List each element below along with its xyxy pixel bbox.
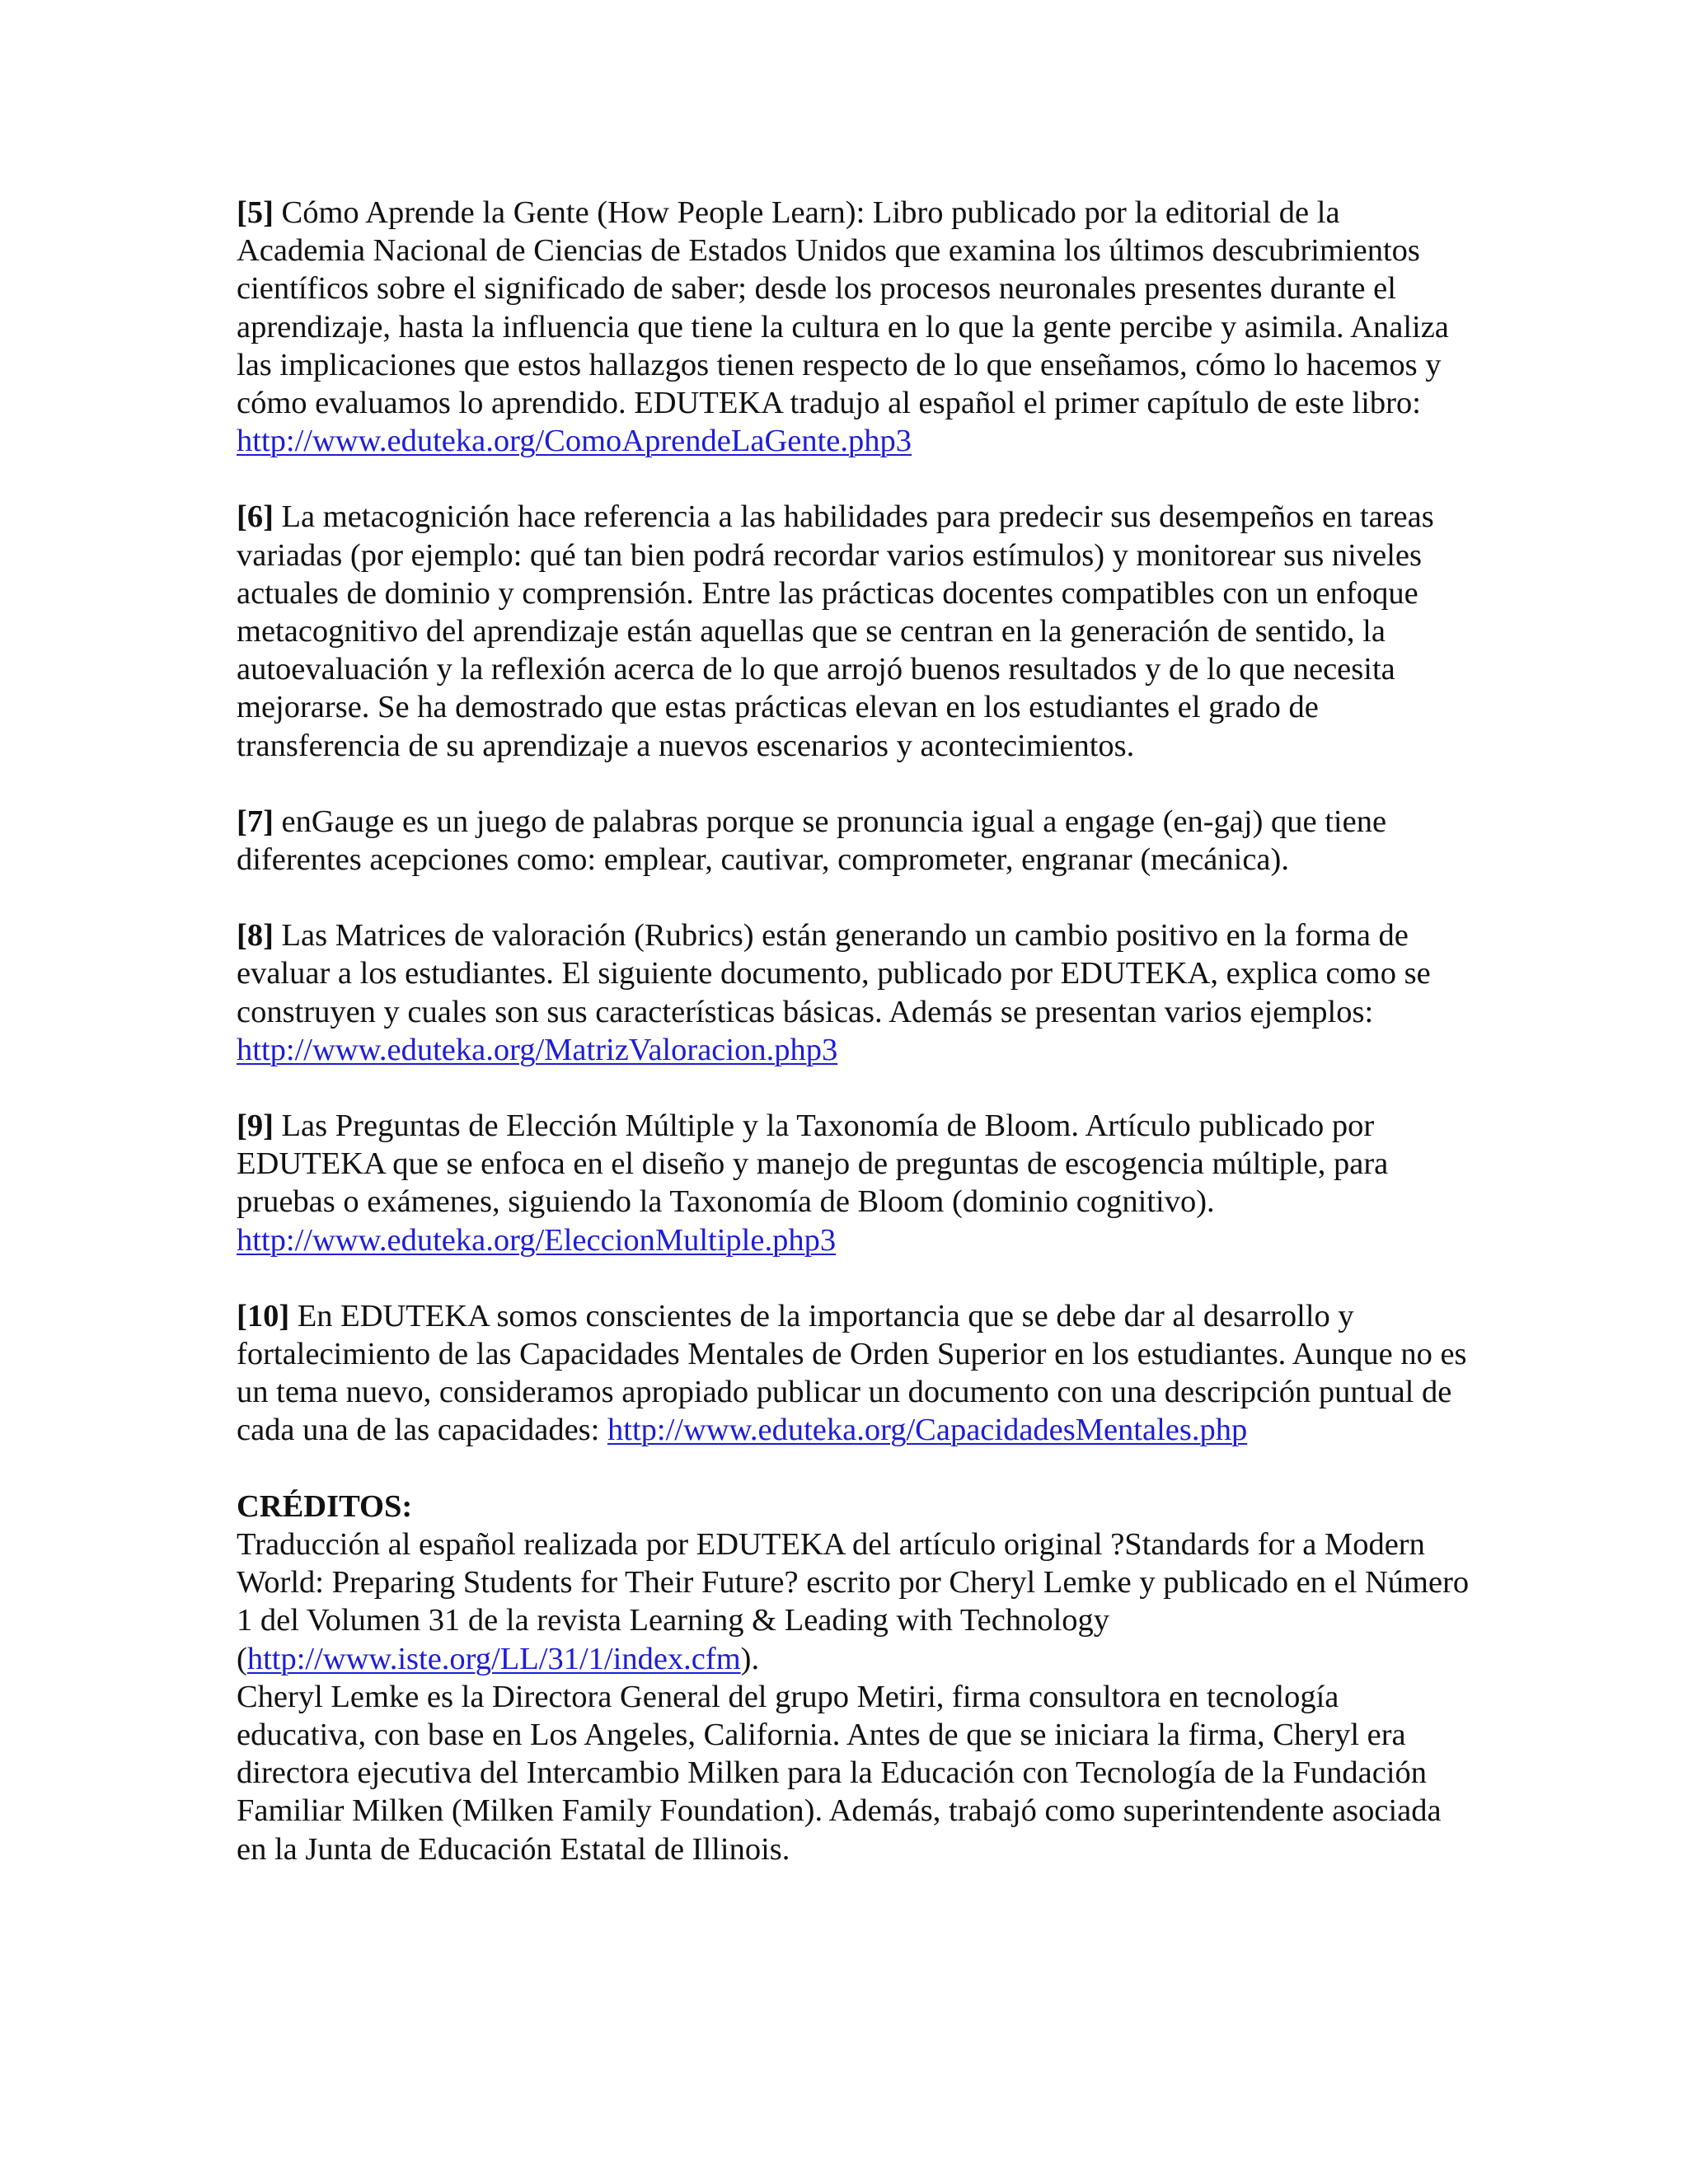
footnote-number: [6] (237, 499, 274, 535)
credits-heading: CRÉDITOS: (237, 1488, 413, 1524)
footnote-text: Las Matrices de valoración (Rubrics) están generando un cambio positivo en la forma de evaluar a los estudiantes. El siguiente documento, publicado por EDUTEKA, explica como se construyen y cuales son sus características básicas. Además se presentan varios ejemplos: (237, 918, 1431, 1029)
credits-paragraph-translation (237, 1526, 1473, 1678)
credits-text-end: ). (740, 1641, 760, 1676)
footnote-5 (237, 194, 1473, 460)
footnote-number: [5] (237, 195, 274, 230)
footnote-link[interactable]: http://www.eduteka.org/MatrizValoracion.php3 (237, 1032, 838, 1067)
footnote-text: La metacognición hace referencia a las habilidades para predecir sus desempeños en tareas variadas (por ejemplo: qué tan bien podrá recordar varios estímulos) y monitorear sus niveles actuales de dominio y comprensión. Entre las prácticas docentes compatibles con un enfoque metacognitivo del aprendizaje están aquellas que se centran en la generación de sentido, la autoevaluación y la reflexión acerca de lo que arrojó buenos resultados y de lo que necesita mejorarse. Se ha demostrado que estas prácticas elevan en los estudiantes el grado de transferencia de su aprendizaje a nuevos escenarios y acontecimientos. (237, 499, 1434, 763)
footnote-7 (237, 803, 1473, 879)
footnote-text: En EDUTEKA somos conscientes de la importancia que se debe dar al desarrollo y fortalecimiento de las Capacidades Mentales de Orden Superior en los estudiantes. Aunque no es un tema nuevo, consideramos apropiado publicar un documento con una descripción puntual de cada una de las capacidades: (237, 1298, 1467, 1448)
footnote-10 (237, 1297, 1473, 1450)
footnote-text: enGauge es un juego de palabras porque se pronuncia igual a engage (en-gaj) que tiene diferentes acepciones como: emplear, cautivar, comprometer, engranar (mecánica). (237, 804, 1387, 878)
footnote-number: [7] (237, 804, 274, 839)
credits-source-link[interactable]: http://www.iste.org/LL/31/1/index.cfm (246, 1641, 741, 1676)
footnote-number: [9] (237, 1108, 274, 1144)
footnote-number: [8] (237, 918, 274, 954)
credits-paragraph-author: Cheryl Lemke es la Directora General del grupo Metiri, firma consultora en tecnología educativa, con base en Los Angeles, California. Antes de que se iniciara la firma, Cheryl era directora ejecutiva del Intercambio Milken para la Educación con Tecnología de la Fundación Familiar Milken (Milken Family Foundation). Además, trabajó como superintendente asociada en la Junta de Educación Estatal de Illinois. (237, 1679, 1442, 1867)
footnote-number: [10] (237, 1298, 290, 1333)
footnote-link[interactable]: http://www.eduteka.org/CapacidadesMentales.php (607, 1413, 1248, 1448)
footnote-9 (237, 1107, 1473, 1259)
footnote-8 (237, 916, 1473, 1069)
footnote-link[interactable]: http://www.eduteka.org/EleccionMultiple.php3 (237, 1222, 837, 1258)
document-body (237, 194, 1473, 1868)
credits-text: Traducción al español realizada por EDUTEKA del artículo original ?Standards for a Modern World: Preparing Students for Their Future? escrito por Cheryl Lemke y publicado en el Número 1 del Volumen 31 de la revista Learning & Leading with Technology ( (237, 1526, 1470, 1676)
footnote-text: Las Preguntas de Elección Múltiple y la Taxonomía de Bloom. Artículo publicado por EDUTEKA que se enfoca en el diseño y manejo de preguntas de escogencia múltiple, para pruebas o exámenes, siguiendo la Taxonomía de Bloom (dominio cognitivo). (237, 1108, 1389, 1220)
footnote-link[interactable]: http://www.eduteka.org/ComoAprendeLaGente.php3 (237, 424, 912, 459)
footnote-6 (237, 498, 1473, 764)
footnote-text: Cómo Aprende la Gente (How People Learn): Libro publicado por la editorial de la Academia Nacional de Ciencias de Estados Unidos que examina los últimos descubrimientos científicos sobre el significado de saber; desde los procesos neuronales presentes durante el aprendizaje, hasta la influencia que tiene la cultura en lo que la gente percibe y asimila. Analiza las implicaciones que estos hallazgos tienen respecto de lo que enseñamos, cómo lo hacemos y cómo evaluamos lo aprendido. EDUTEKA tradujo al español el primer capítulo de este libro: (237, 195, 1449, 421)
credits-section (237, 1488, 1473, 1868)
